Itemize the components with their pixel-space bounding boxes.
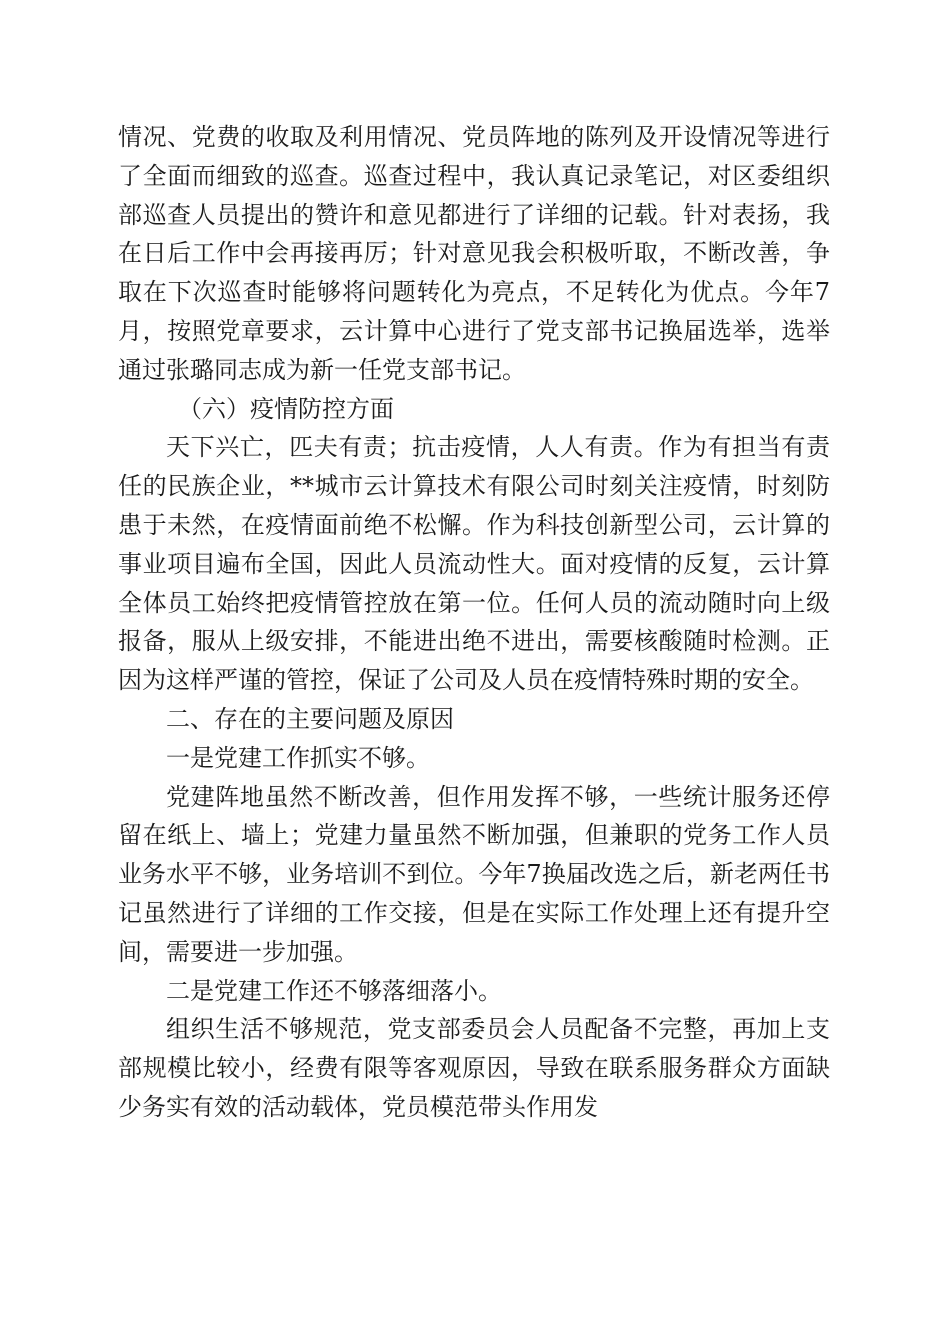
problem-heading-two: 二是党建工作还不够落细落小。 xyxy=(166,976,502,1005)
paragraph-epidemic-prevention: 天下兴亡，匹夫有责；抗击疫情，人人有责。作为有担当有责任的民族企业，**城市云计算技术有限公司时刻关注疫情，时刻防患于未然，在疫情面前绝不松懈。作为科技创新型公司，云计算的事业项目遍布全国，因此人员流动性大。面对疫情的反复，云计算全体员工始终把疫情管控放在第一位。任何人员的流动随时向上级报备，服从上级安排，不能进出绝不进出，需要核酸随时检测。正因为这样严谨的管控，保证了公司及人员在疫情特殊时期的安全。 xyxy=(118,433,830,695)
section-heading-main-problems: 二、存在的主要问题及原因 xyxy=(166,704,454,733)
section-heading-epidemic-prevention: （六）疫情防控方面 xyxy=(178,394,394,423)
problem-heading-one: 一是党建工作抓实不够。 xyxy=(166,743,430,772)
paragraph-problem-two: 组织生活不够规范，党支部委员会人员配备不完整，再加上支部规模比较小，经费有限等客观原因，导致在联系服务群众方面缺少务实有效的活动载体，党员模范带头作用发 xyxy=(118,1015,830,1121)
paragraph-problem-one: 党建阵地虽然不断改善，但作用发挥不够，一些统计服务还停留在纸上、墙上；党建力量虽然不断加强，但兼职的党务工作人员业务水平不够，业务培训不到位。今年7换届改选之后，新老两任书记虽然进行了详细的工作交接，但是在实际工作处理上还有提升空间，需要进一步加强。 xyxy=(118,782,830,966)
document-body xyxy=(118,118,830,1127)
paragraph-inspection-continuation: 情况、党费的收取及利用情况、党员阵地的陈列及开设情况等进行了全面而细致的巡查。巡查过程中，我认真记录笔记，对区委组织部巡查人员提出的赞许和意见都进行了详细的记载。针对表扬，我在日后工作中会再接再厉；针对意见我会积极听取，不断改善，争取在下次巡查时能够将问题转化为亮点，不足转化为优点。今年7月，按照党章要求，云计算中心进行了党支部书记换届选举，选举通过张璐同志成为新一任党支部书记。 xyxy=(118,123,830,384)
